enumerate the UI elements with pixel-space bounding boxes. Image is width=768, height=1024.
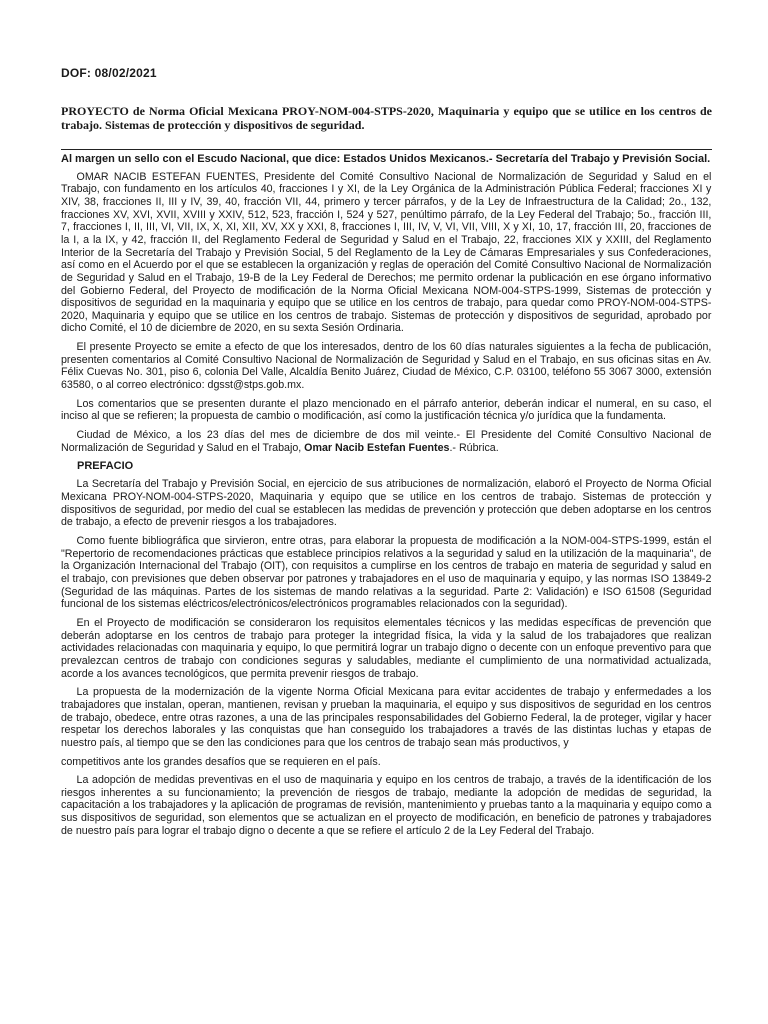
paragraph-prefacio-4: La propuesta de la modernización de la vigente Norma Oficial Mexicana para evitar accidentes de trabajo y enfermedades a los trabajadores que instalan, operan, mantienen, revisan y prueban la maquinaria, el equipo y sus dispositivos de seguridad en los centros de trabajo, obedece, entre otras razones, a una de las principales responsabilidades del Gobierno Federal, la de proteger, vigilar y hacer respetar los derechos laborales y las conquistas que han conseguido los trabajadores a través de las distintas luchas y etapas de nuestro país, al tiempo que se den las condiciones para que los centros de trabajo sean más productivos, y (61, 686, 712, 749)
paragraph-prefacio-3: En el Proyecto de modificación se consideraron los requisitos elementales técnicos y las medidas específicas de prevención que deberán adoptarse en los centros de trabajo para proteger la integridad física, la vida y la salud de los trabajadores que realizan actividades relacionadas con maquinaria y equipo, lo que permitirá lograr un trabajo digno o decente con un enfoque preventivo para que prevalezcan centros de trabajo con condiciones seguras y saludables, mediante el cumplimiento de una normatividad actualizada, acorde a los avances tecnológicos, que permita prevenir riesgos de trabajo. (61, 616, 712, 680)
paragraph-publicacion: El presente Proyecto se emite a efecto de que los interesados, dentro de los 60 días naturales siguientes a la fecha de publicación, presenten comentarios al Comité Consultivo Nacional de Normalización de Seguridad y Salud en el Trabajo, en sus oficinas sitas en Av. Félix Cuevas No. 301, piso 6, colonia Del Valle, Alcaldía Benito Juárez, Ciudad de México, C.P. 03100, teléfono 55 3067 3000, extensión 63580, o al correo electrónico: dgsst@stps.gob.mx. (61, 341, 712, 392)
dof-date: DOF: 08/02/2021 (61, 66, 157, 80)
intro-margin-note: Al margen un sello con el Escudo Nacional, que dice: Estados Unidos Mexicanos.- Secretaría del Trabajo y Previsión Social. (61, 153, 711, 165)
paragraph-firma (61, 429, 711, 454)
firma-text: Ciudad de México, a los 23 días del mes de diciembre de dos mil veinte.- El Presidente del Comité Consultivo Nacional de Normalización de Seguridad y Salud en el Trabajo, (61, 429, 712, 454)
paragraph-prefacio-4-continued: competitivos ante los grandes desafíos que se requieren en el país. (61, 755, 381, 768)
paragraph-presidente: OMAR NACIB ESTEFAN FUENTES, Presidente del Comité Consultivo Nacional de Normalización de Seguridad y Salud en el Trabajo, con fundamento en los artículos 40, fracciones I y XI, de la Ley Orgánica de la Administración Pública Federal; fracciones XI y XIV, 38, fracciones II, III y IV, 39, 40, fracción VII, 44, primero y tercer párrafos, y de la Ley de Infraestructura de la Calidad; 2o., 132, fracciones XV, XVI, XVII, XVIII y XXIV, 512, 523, fracción I, 524 y 527, penúltimo párrafo, de la Ley Federal del Trabajo; 5o., fracción III, 7, fracciones I, II, III, VI, VII, IX, X, XI, XII, XV, XX y XXI, 8, fracciones I, III, IV, V, VI, VII, VIII, X y XI, 10, 17, fracción III, 20, fracciones de la I, a la IX, y 42, fracción II, del Reglamento Federal de Seguridad y Salud en el Trabajo, 22, fracciones XIX y XXIII, del Reglamento Interior de la Secretaría del Trabajo y Previsión Social, 5 del Reglamento de la Ley de Cámaras Empresariales y sus Confederaciones, así como en el Acuerdo por el que se establecen la organización y reglas de operación del Comité Consultivo Nacional de Normalización de Seguridad y Salud en el Trabajo, 19-B de la Ley Federal de Derechos; me permito ordenar la publicación en ese órgano informativo del Gobierno Federal, del Proyecto de modificación de la Norma Oficial Mexicana NOM-004-STPS-1999, Sistemas de protección y dispositivos de seguridad en la maquinaria y equipo que se utilice en los centros de trabajo, para quedar como PROY-NOM-004-STPS-2020, Maquinaria y equipo que se utilice en los centros de trabajo. Sistemas de protección y dispositivos de seguridad, aprobado por dicho Comité, el 10 de diciembre de 2020, en su sexta Sesión Ordinaria. (61, 170, 712, 335)
paragraph-prefacio-1: La Secretaría del Trabajo y Previsión Social, en ejercicio de sus atribuciones de normalización, elaboró el Proyecto de Norma Oficial Mexicana PROY-NOM-004-STPS-2020, Maquinaria y equipo que se utilice en los centros de trabajo. Sistemas de protección y dispositivos de seguridad, por medio del cual se establecen las medidas de prevención y protección que deben adoptarse en los centros de trabajo, a efecto de prevenir riesgos a los trabajadores. (61, 478, 712, 529)
paragraph-prefacio-2: Como fuente bibliográfica que sirvieron, entre otras, para elaborar la propuesta de modificación a la NOM-004-STPS-1999, están el "Repertorio de recomendaciones prácticas que establece principios relativos a la seguridad y salud en la utilización de la maquinaria", de la Organización Internacional del Trabajo (OIT), con requisitos a cumplirse en los centros de trabajo en materia de seguridad y salud en el trabajo, con previsiones que deben observar por patrones y trabajadores en el uso de maquinaria y equipo, y las normas ISO 13849-2 (Seguridad de las máquinas. Partes de los sistemas de mando relativas a la seguridad. Parte 2: Validación) e ISO 61508 (Seguridad funcional de los sistemas eléctricos/electrónicos/electrónicos programables relacionados con la seguridad). (61, 535, 712, 611)
prefacio-heading: PREFACIO (77, 460, 134, 473)
paragraph-prefacio-5: La adopción de medidas preventivas en el uso de maquinaria y equipo en los centros de trabajo, a través de la identificación de los riesgos inherentes a su funcionamiento; la prevención de riesgos de trabajo, mediante la adopción de medidas de seguridad, la capacitación a los trabajadores y la aplicación de programas de revisión, mantenimiento y pruebas tanto a la maquinaria y equipo como a sus dispositivos de seguridad, son elementos que se actualizan en el proyecto de modificación, en beneficio de patrones y trabajadores de nuestro país para lograr el trabajo digno o decente a que se refiere el artículo 2 de la Ley Federal del Trabajo. (61, 774, 712, 837)
paragraph-comentarios: Los comentarios que se presenten durante el plazo mencionado en el párrafo anterior, deberán indicar el numeral, en su caso, el inciso al que se refieren; la propuesta de cambio o modificación, así como la justificación técnica y/o jurídica que la fundamenta. (61, 397, 712, 423)
title-divider (61, 149, 712, 150)
document-title: PROYECTO de Norma Oficial Mexicana PROY-NOM-004-STPS-2020, Maquinaria y equipo que se utilice en los centros de trabajo. Sistemas de protección y dispositivos de seguridad. (61, 104, 712, 132)
firma-name: Omar Nacib Estefan Fuentes (304, 441, 450, 454)
firma-rubrica: .- Rúbrica. (449, 441, 499, 454)
